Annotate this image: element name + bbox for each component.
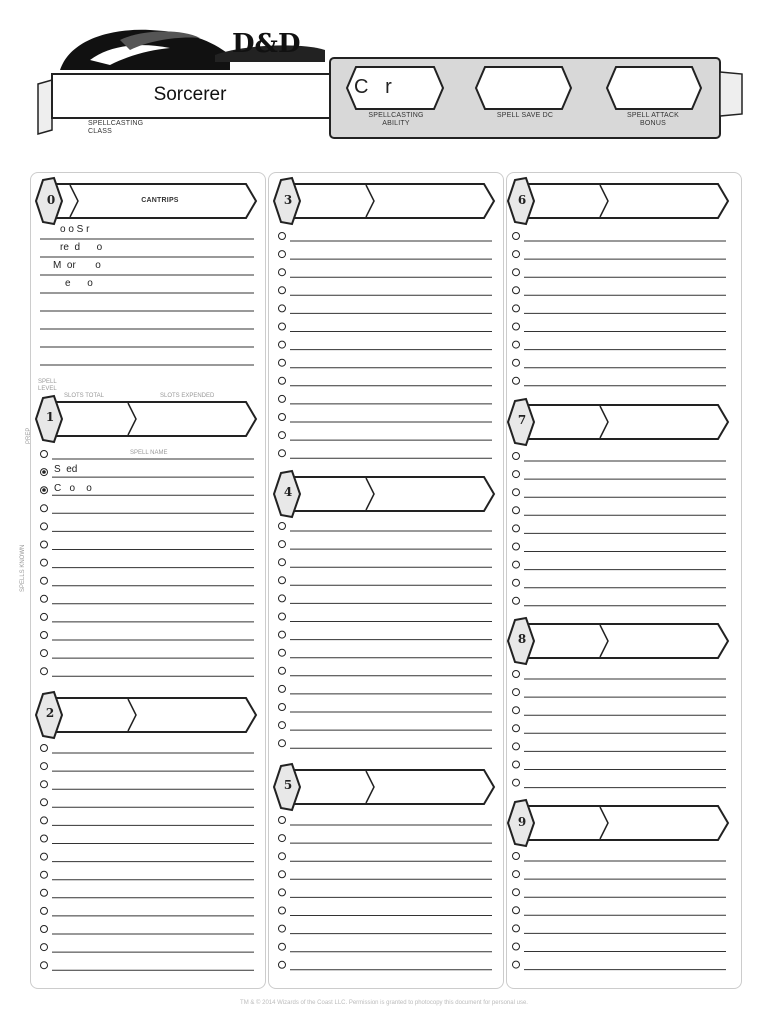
spell-attack-bonus-label: SPELL ATTACK BONUS <box>626 112 680 127</box>
column-1-frame <box>30 172 266 989</box>
slots-expended-label: SLOTS EXPENDED <box>160 393 215 399</box>
spells-known-label: SPELLS KNOWN <box>20 544 26 592</box>
level-6-number: 6 <box>517 193 527 207</box>
level-2-number: 2 <box>45 706 55 720</box>
column-3-frame <box>506 172 742 989</box>
spell-level-label: SPELL LEVEL <box>38 379 57 392</box>
class-caption: SPELLCASTING CLASS <box>88 120 144 135</box>
cantrips-title: CANTRIPS <box>141 197 179 204</box>
column-2-frame <box>268 172 504 989</box>
dnd-logo: D&D <box>232 29 301 59</box>
level-1-number: 1 <box>45 410 55 424</box>
cantrip-entry[interactable]: o o S r <box>60 224 90 235</box>
spell-save-dc-label: SPELL SAVE DC <box>496 112 554 119</box>
level-8-number: 8 <box>517 632 527 646</box>
level-7-number: 7 <box>517 413 527 427</box>
level-9-number: 9 <box>517 815 527 829</box>
cantrip-entry[interactable]: M or o <box>53 260 101 271</box>
spellcasting-ability-label: SPELLCASTING ABILITY <box>368 112 424 127</box>
spell-name-label: SPELL NAME <box>130 450 168 456</box>
prepared-label: PREP <box>26 427 32 444</box>
ability-value[interactable]: C r <box>354 76 392 98</box>
level-5-number: 5 <box>283 778 293 792</box>
cantrip-entry[interactable]: e o <box>65 278 93 289</box>
level-3-number: 3 <box>283 193 293 207</box>
class-name-field[interactable]: Sorcerer <box>153 84 227 105</box>
slots-total-label: SLOTS TOTAL <box>64 393 105 399</box>
level-1-spell-entry[interactable]: S ed <box>54 464 78 475</box>
level-4-number: 4 <box>283 485 293 499</box>
copyright-footer: TM & © 2014 Wizards of the Coast LLC. Permission is granted to photocopy this document for personal use. <box>240 1000 528 1006</box>
level-0-number: 0 <box>46 193 56 207</box>
cantrip-entry[interactable]: re d o <box>60 242 103 253</box>
level-1-spell-entry[interactable]: C o o <box>54 483 92 494</box>
